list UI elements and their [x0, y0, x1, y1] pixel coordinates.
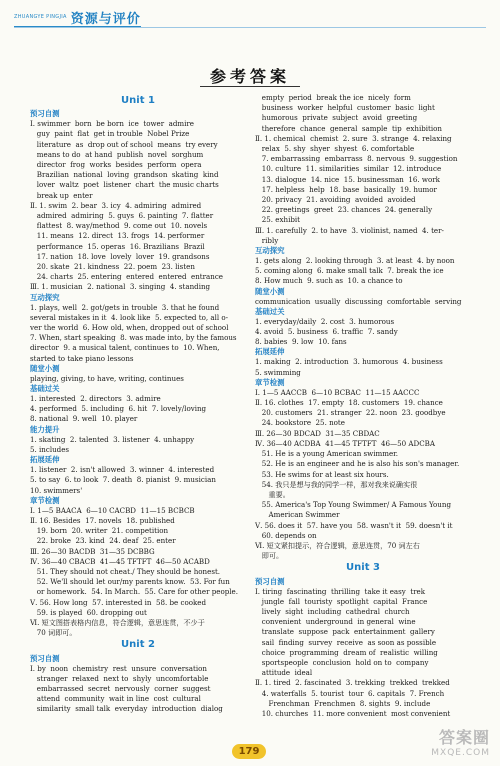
section-heading: 随堂小测 — [30, 363, 60, 373]
answer-line: Ⅲ. 26—30 BACDB 31—35 DCBBG — [30, 546, 155, 556]
answer-line: 7. embarrassing embarrass 8. nervous 9. suggestion — [255, 154, 458, 164]
answer-line: Ⅰ. swimmer born be born ice tower admire — [30, 119, 194, 129]
answer-line: literature as drop out of school means try every — [30, 139, 218, 149]
section-heading: 互动探究 — [30, 292, 60, 302]
answer-line: 52. We'll should let our/my parents know. 53. For fun — [30, 577, 230, 587]
answer-line: Ⅴ. 56. How long 57. interested in 58. be cooked — [30, 597, 207, 607]
answer-line: playing, giving, to have, writing, continues — [30, 373, 184, 383]
section-heading: 预习自测 — [30, 653, 60, 663]
answer-line: 70 词即可。 — [30, 628, 77, 638]
answer-line: Ⅴ. 56. does it 57. have you 58. wasn't it 59. doesn't it — [255, 520, 453, 530]
answer-line: 54. 我只是想与我的同学一样，那对我来说确实很 — [255, 479, 418, 489]
answer-line: 17. nation 18. love lovely lover 19. grandsons — [30, 251, 210, 261]
answer-line: Brazilian national loving grandson skating kind — [30, 170, 219, 180]
answer-line: therefore chance general sample tip exhibition — [255, 123, 442, 133]
section-heading: 基础过关 — [30, 384, 60, 394]
answer-line: Frenchman Frenchmen 8. sights 9. include — [255, 698, 431, 708]
section-heading: 拓展延伸 — [255, 347, 285, 357]
title-underline — [200, 86, 300, 87]
answer-line: Ⅰ. by noon chemistry rest unsure conversation — [30, 663, 207, 673]
answer-line: jungle fall touristy spotlight capital France — [255, 596, 428, 606]
answer-line: 4. waterfalls 5. tourist tour 6. capitals 7. French — [255, 688, 445, 698]
answer-line: 20. customers 21. stranger 22. noon 23. goodbye — [255, 408, 446, 418]
answer-line: Ⅲ. 1. carefully 2. to have 3. violinist, named 4. ter- — [255, 225, 444, 235]
answer-line: Ⅱ. 16. Besides 17. novels 18. published — [30, 515, 175, 525]
series-logo — [14, 8, 141, 28]
answer-line: 1. everyday/daily 2. cost 3. humorous — [255, 316, 395, 326]
answer-line: 19. born 20. writer 21. competition — [30, 526, 169, 536]
page-header — [0, 0, 500, 30]
answer-line: 24. bookstore 25. note — [255, 418, 345, 428]
answer-line: 1. listener 2. isn't allowed 3. winner 4. interested — [30, 465, 215, 475]
answer-line: Ⅱ. 1. swim 2. bear 3. icy 4. admiring admired — [30, 200, 202, 210]
page-title: 参考答案 — [209, 67, 290, 86]
section-heading: 拓展延伸 — [30, 455, 60, 465]
answer-line: Ⅰ. 1—5 BAACA 6—10 CACBD 11—15 BCBCB — [30, 505, 195, 515]
logo-chinese-text: 资源与评价 — [70, 11, 141, 27]
page-number: 179 — [232, 744, 266, 759]
answer-line: performance 15. operas 16. Brazilians Brazil — [30, 241, 205, 251]
answer-line: Ⅱ. 1. chemical chemist 2. sure 3. strange 4. relaxing — [255, 133, 452, 143]
section-heading: 预习自测 — [30, 109, 60, 119]
answer-line: attend community wait in line cost cultural — [30, 694, 201, 704]
watermark-main: 答案圈 — [438, 728, 490, 747]
section-heading: 随堂小测 — [255, 286, 285, 296]
answer-line: Ⅳ. 36—40 CBACB 41—45 TFTFT 46—50 ACABD — [30, 556, 210, 566]
answer-line: lover waltz poet listener chart the music charts — [30, 180, 219, 190]
answer-line: American Swimmer — [255, 510, 340, 520]
answer-line: admired admiring 5. guys 6. painting 7. flatter — [30, 211, 214, 221]
answer-line: 8. How much 9. such as 10. a chance to — [255, 276, 403, 286]
answer-line: 52. He is an engineer and he is also his son's manager. — [255, 459, 460, 469]
answer-line: 60. depends on — [255, 530, 317, 540]
answer-line: 25. exhibit — [255, 215, 300, 225]
unit-heading: Unit 3 — [346, 562, 380, 574]
answer-line: flattest 8. way/method 9. come out 10. novels — [30, 221, 208, 231]
answer-line: 11. means 12. direct 13. frogs 14. performer — [30, 231, 205, 241]
answer-line: 5. swimming — [255, 367, 301, 377]
answer-line: 1. interested 2. directors 3. admire — [30, 394, 161, 404]
answer-line: Ⅱ. 16. clothes 17. empty 18. customers 19. chance — [255, 398, 443, 408]
answer-line: Ⅲ. 1. musician 2. national 3. singing 4. standing — [30, 282, 211, 292]
answer-line: several mistakes in it 4. look like 5. expected to, all o- — [30, 312, 229, 322]
answer-line: Ⅳ. 36—40 ACDBA 41—45 TFTFT 46—50 ADCBA — [255, 438, 436, 448]
answer-line: 20. privacy 21. avoiding avoided avoided — [255, 195, 416, 205]
answer-line: lively sight including cathedral church — [255, 606, 410, 616]
answer-line: Ⅵ. 短文图搭表格内信息，符合逻辑，意思连贯，不少于 — [30, 617, 205, 627]
answer-line: 59. is played 60. dropping out — [30, 607, 147, 617]
answer-line: 22. greetings greet 23. chances 24. generally — [255, 205, 433, 215]
answer-line: similarity small talk everyday introduction dialog — [30, 704, 223, 714]
answer-line: guy paint flat get in trouble Nobel Prize — [30, 129, 190, 139]
answer-line: 20. skate 21. kindness 22. poem 23. listen — [30, 262, 195, 272]
answer-line: break up enter — [30, 190, 93, 200]
answer-line: choice programming dream of realistic willing — [255, 647, 438, 657]
answer-line: sail finding survey receive as soon as possible — [255, 637, 437, 647]
answer-line: 24. charts 25. entering entered entered entrance — [30, 272, 223, 282]
section-heading: 能力提升 — [30, 424, 60, 434]
header-divider — [14, 27, 486, 28]
answer-line: 5. coming along 6. make small talk 7. break the ice — [255, 266, 444, 276]
answer-line: started to take piano lessons — [30, 353, 134, 363]
answer-line: Ⅲ. 26—30 BDCAD 31—35 CBDAC — [255, 428, 380, 438]
unit-heading: Unit 2 — [121, 639, 155, 651]
answer-line: humorous private subject avoid greeting — [255, 113, 418, 123]
answer-line: 4. performed 5. including 6. hit 7. lovely/loving — [30, 404, 207, 414]
unit-heading: Unit 1 — [121, 95, 155, 106]
answer-line: 7. When, start speaking 8. was made into, by the famous — [30, 333, 237, 343]
answer-line: business worker helpful customer basic light — [255, 103, 435, 113]
section-heading: 预习自测 — [255, 576, 285, 586]
answer-line: Ⅵ. 短文紧扣提示，符合逻辑，意思连贯，70 词左右 — [255, 540, 420, 550]
answer-line: convenient underground in general wine — [255, 617, 416, 627]
answer-line: 22. broke 23. kind 24. deaf 25. enter — [30, 536, 176, 546]
answer-line: 1. making 2. introduction 3. humorous 4. business — [255, 357, 443, 367]
answer-line: director frog works besides perform opera — [30, 160, 202, 170]
answer-line: Ⅰ. 1—5 AACCB 6—10 BCBAC 11—15 AACCC — [255, 387, 420, 397]
answer-line: communication usually discussing comfortable serving — [255, 296, 462, 306]
site-watermark — [431, 725, 490, 758]
answer-line: 55. America's Top Young Swimmer/ A Famous Young — [255, 500, 451, 510]
answer-line: Ⅰ. tiring fascinating thrilling take it easy trek — [255, 586, 426, 596]
answer-line: 1. skating 2. talented 3. listener 4. unhappy — [30, 434, 195, 444]
answer-line: translate suppose pack entertainment gallery — [255, 627, 435, 637]
answer-line: 17. helpless help 18. base basically 19. humor — [255, 184, 437, 194]
answer-line: 51. They should not cheat./ They should be honest. — [30, 566, 221, 576]
answer-line: stranger relaxed next to shyly uncomfortable — [30, 673, 209, 683]
watermark-url: MXQE.COM — [431, 748, 490, 758]
answer-line: embarrassed secret nervously corner suggest — [30, 683, 211, 693]
answer-line: 8. babies 9. low 10. fans — [255, 337, 347, 347]
answer-line: means to do at hand publish novel sorghum — [30, 149, 204, 159]
answer-line: 53. He swims for at least six hours. — [255, 469, 389, 479]
answer-line: 即可。 — [255, 551, 284, 561]
section-heading: 章节检测 — [30, 495, 60, 505]
answer-line: 10. culture 11. similarities similar 12. introduce — [255, 164, 442, 174]
answer-line: attitude ideal — [255, 668, 313, 678]
answer-line: relax 5. shy shyer shyest 6. comfortable — [255, 144, 415, 154]
answer-line: 4. avoid 5. business 6. traffic 7. sandy — [255, 327, 398, 337]
answer-line: 51. He is a young American swimmer. — [255, 449, 399, 459]
answer-line: Ⅱ. 1. tired 2. fascinated 3. trekking trekked trekked — [255, 678, 450, 688]
answer-line: 5. to say 6. to look 7. death 8. pianist 9. musician — [30, 475, 216, 485]
answer-line: 1. plays, well 2. got/gets in trouble 3. that he found — [30, 302, 220, 312]
answer-line: director 9. a musical talent, continues to 10. When, — [30, 343, 220, 353]
section-heading: 互动探究 — [255, 246, 285, 256]
section-heading: 章节检测 — [255, 377, 285, 387]
logo-english-text: ZHUANGYE PINGJIA — [14, 14, 67, 20]
answer-line: 1. gets along 2. looking through 3. at least 4. by noon — [255, 256, 455, 266]
answer-line: or homework. 54. In March. 55. Care for other people. — [30, 587, 238, 597]
answer-line: 8. national 9. well 10. player — [30, 414, 138, 424]
answer-line: empty period break the ice nicely form — [255, 93, 411, 102]
answer-line: 5. includes — [30, 444, 70, 454]
answer-line: 10. swimmers' — [30, 485, 83, 495]
answer-line: sportspeople conclusion hold on to company — [255, 657, 429, 667]
answer-line: 10. churches 11. more convenient most convenient — [255, 708, 451, 718]
left-answer-column — [30, 94, 246, 715]
section-heading: 基础过关 — [255, 306, 285, 316]
right-answer-column — [255, 93, 471, 719]
answer-line: 13. dialogue 14. nice 15. businessman 16. work — [255, 174, 440, 184]
answer-line: 重要。 — [255, 489, 290, 499]
answer-line: ver the world 6. How old, when, dropped out of school — [30, 323, 229, 333]
answer-line: ribly — [255, 235, 279, 245]
